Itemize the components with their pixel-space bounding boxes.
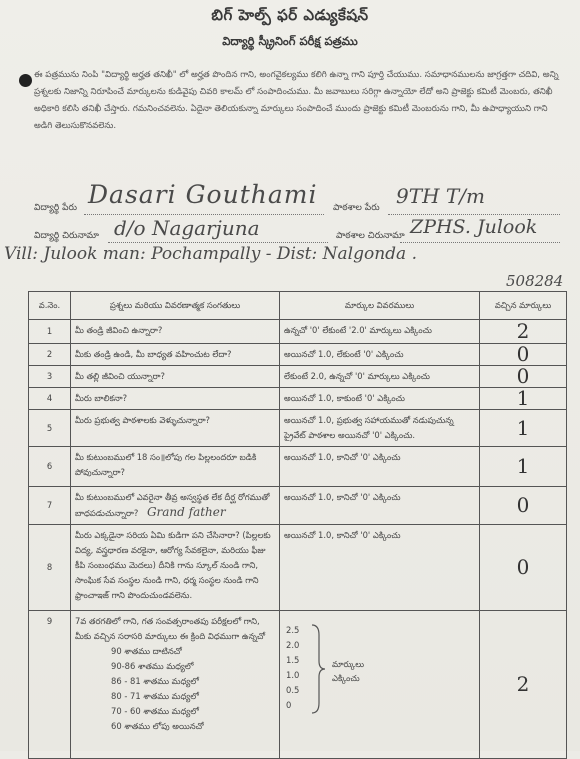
grade-item: 90 శాతము దాటినచో bbox=[111, 646, 182, 656]
row-question-text: మీ కుటుంబములో ఎవరైనా తీవ్ర అస్వస్థత లేక దీర్ఘ రోగముతో బాధపడుచున్నారా? bbox=[75, 492, 270, 518]
row-number: 7 bbox=[29, 487, 71, 525]
grade-item: 60 శాతము లోపు అయినచో bbox=[111, 721, 204, 731]
row-score[interactable]: 0 bbox=[480, 366, 567, 388]
row-marks-detail: లేకుంటే 2.0, ఉన్నచో '0' మార్కులు ఎక్కించు bbox=[280, 366, 480, 388]
row-number: 5 bbox=[29, 410, 71, 447]
grade-item: 86 - 81 శాతము మధ్యలో bbox=[111, 676, 199, 686]
header-serial: వ.నెం. bbox=[29, 292, 71, 320]
table-row bbox=[29, 447, 567, 487]
pincode[interactable]: 508284 bbox=[506, 272, 564, 290]
row-number: 2 bbox=[29, 344, 71, 366]
row-question: మీరు ఎక్కడైనా సరియ ఏమి కుడిగా పని చేసినారా? (పిల్లలకు విద్య, వస్త్రధారణ వరకైనా, ఆరోగ్య సేవకలైనా, మరియు ఫీజు కీపి సంబంధము మెదలు) దీనికి గాను స్కూల్ నుండి గాని, సాంఘిక సేవ సంస్థల నుండి గాని, ధర్మ సంస్థల నుండి గాని ఫ్రాంచాఇజ్ గాని పొందుచుండవలెను. bbox=[71, 525, 280, 611]
grade-mark: 2.5 bbox=[286, 625, 300, 635]
grade-mark: 0.5 bbox=[286, 685, 300, 695]
curly-brace-icon bbox=[310, 623, 326, 715]
table-row bbox=[29, 525, 567, 611]
address-label: విద్యార్థి చిరునామా bbox=[34, 231, 99, 241]
row-number: 1 bbox=[29, 320, 71, 344]
form-title: విద్యార్థి స్క్రీనింగ్ పరీక్ష పత్రము bbox=[222, 34, 358, 48]
org-title: బిగ్ హెల్ప్ ఫర్ ఎడ్యుకేషన్ bbox=[211, 6, 369, 24]
row-number: 3 bbox=[29, 366, 71, 388]
school-line bbox=[400, 242, 560, 243]
row-score[interactable]: 1 bbox=[480, 410, 567, 447]
table-row bbox=[29, 388, 567, 410]
row-question-text: 7వ తరగతిలో గాని, గత సంవత్సరాంతపు పరీక్షలలో గాని, మీకు వచ్చిన సరాసరి మార్కులు ఈ క్రింది విధముగా ఉన్నచో bbox=[75, 616, 266, 641]
table-row bbox=[29, 320, 567, 344]
intro-paragraph: ఈ పత్రమును నింపి "విద్యార్థి అర్హత తనిఖీ" లో అర్హత పొందిన గాని, అంగవైకల్యము కలిగి ఉన్నా గాని పూర్తి చేయుము. సమాధానములను జాగ్రత్తగా చదివి, అన్ని ప్రశ్నలకు నిజాన్ని నిరూపించే మార్కులను కుడివైపు చివరి కాలమ్ లో సంపాదించుము. మీ జవాబులు సరిగ్గా ఉన్నాయో లేదో అని ప్రాజెక్టు కమిటీ మెంబరు, తనిఖీ అధికారి కలిసి తనిఖీ చేస్తారు. గమనించవలెను. ఏదైనా తెలియకున్నా మార్కులు సంపాదించే ముందు ప్రాజెక్టు కమిటీ మెంబరును గాని, మీ ఉపాధ్యాయుని గాని అడిగి తెలుసుకొనవలెను. bbox=[34, 70, 559, 131]
bullet-dot-icon bbox=[19, 74, 32, 87]
grade-item: 80 - 71 శాతము మధ్యలో bbox=[111, 691, 199, 701]
row-question: మీకు తండ్రి ఉండి, మీ బాధ్యత వహించుట లేదా? bbox=[71, 344, 280, 366]
grade-marks-list bbox=[286, 623, 299, 713]
name-label: విద్యార్థి పేరు bbox=[34, 203, 77, 213]
name-value[interactable]: Dasari Gouthami bbox=[88, 180, 318, 209]
class-line bbox=[388, 214, 560, 215]
row-question-handwritten[interactable]: Grand father bbox=[146, 505, 226, 519]
row-score[interactable]: 1 bbox=[480, 447, 567, 487]
grade-mark: 1.5 bbox=[286, 655, 300, 665]
row-question: మీ తల్లి జీవించి యున్నారా? bbox=[71, 366, 280, 388]
row-marks-detail: అయినచో 1.0, ప్రభుత్వ సహాయముతో నడుపుచున్న ప్రైవేట్ పాఠశాల అయినచో '0' ఎక్కించు. bbox=[280, 410, 480, 447]
row-score[interactable]: 0 bbox=[480, 344, 567, 366]
table-header-row bbox=[29, 292, 567, 320]
row-score[interactable]: 1 bbox=[480, 388, 567, 410]
row-marks-detail: అయినచో 1.0, కానిచో '0' ఎక్కించు bbox=[280, 525, 480, 611]
address-line bbox=[108, 242, 328, 243]
row-marks-detail bbox=[280, 611, 480, 759]
grade-list bbox=[75, 644, 275, 734]
row-question: మీ కుటుంబములో 18 సం॥లోపు గల పిల్లలందరూ బడికి పోవుచున్నారా? bbox=[71, 447, 280, 487]
address-value[interactable]: d/o Nagarjuna bbox=[114, 216, 260, 240]
row-marks-detail: ఉన్నచో '0' లేకుంటే '2.0' మార్కులు ఎక్కించు bbox=[280, 320, 480, 344]
row-score[interactable]: 2 bbox=[480, 611, 567, 759]
grade-mark: 1.0 bbox=[286, 670, 300, 680]
marks-note: మార్కులు ఎక్కించు bbox=[332, 659, 365, 683]
name-line bbox=[84, 214, 324, 215]
row-question bbox=[71, 611, 280, 759]
row-marks-detail: అయినచో 1.0, కానిచో '0' ఎక్కించు bbox=[280, 487, 480, 525]
header-marks-detail: మార్కుల వివరములు bbox=[280, 292, 480, 320]
table-row bbox=[29, 366, 567, 388]
grade-mark: 0 bbox=[286, 700, 292, 710]
header-score: వచ్చిన మార్కులు bbox=[480, 292, 567, 320]
grade-mark: 2.0 bbox=[286, 640, 300, 650]
class-value[interactable]: 9TH T/m bbox=[396, 184, 485, 208]
row-question: మీ తండ్రి జీవించి ఉన్నారా? bbox=[71, 320, 280, 344]
grade-item: 70 - 60 శాతము మధ్యలో bbox=[111, 706, 199, 716]
screening-table bbox=[28, 291, 567, 759]
class-label: పాఠశాల పేరు bbox=[333, 203, 380, 213]
row-marks-detail: అయినచో 1.0, లేకుంటే '0' ఎక్కించు bbox=[280, 344, 480, 366]
school-value[interactable]: ZPHS. Julook bbox=[410, 216, 538, 238]
row-marks-detail: అయినచో 1.0, కానిచో '0' ఎక్కించు bbox=[280, 447, 480, 487]
row-question: మీరు ప్రభుత్వ పాఠశాలకు వెళ్ళుచున్నారా? bbox=[71, 410, 280, 447]
header-question: ప్రశ్నలు మరియు వివరణాత్మక సంగతులు bbox=[71, 292, 280, 320]
row-score[interactable]: 2 bbox=[480, 320, 567, 344]
row-score[interactable]: 0 bbox=[480, 487, 567, 525]
table-row bbox=[29, 611, 567, 759]
table-row bbox=[29, 487, 567, 525]
table-row bbox=[29, 410, 567, 447]
row-number: 8 bbox=[29, 525, 71, 611]
grade-item: 90-86 శాతము మధ్యలో bbox=[111, 661, 194, 671]
school-label: పాఠశాల చిరునామా bbox=[336, 231, 405, 241]
table-row bbox=[29, 344, 567, 366]
row-number: 9 bbox=[29, 611, 71, 759]
row-marks-detail: అయినచో 1.0, కాకుంటే '0' ఎక్కించు bbox=[280, 388, 480, 410]
address-line2[interactable]: Vill: Julook man: Pochampally - Dist: Nalgonda . bbox=[4, 244, 417, 264]
row-question: మీరు బాలికనా? bbox=[71, 388, 280, 410]
row-number: 6 bbox=[29, 447, 71, 487]
row-question bbox=[71, 487, 280, 525]
row-score[interactable]: 0 bbox=[480, 525, 567, 611]
row-number: 4 bbox=[29, 388, 71, 410]
